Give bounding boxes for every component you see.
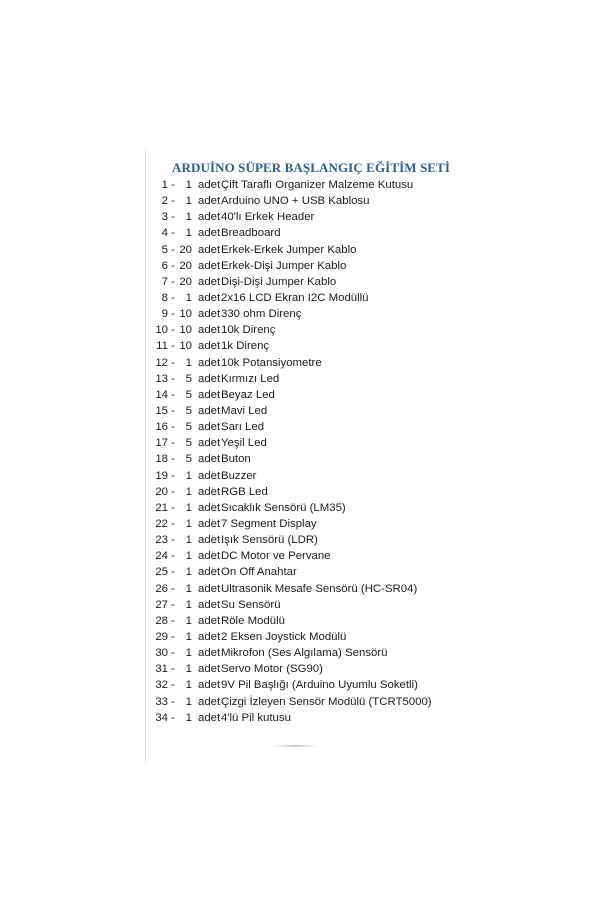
item-unit: adet [198,179,221,191]
item-quantity: 1 [185,356,192,369]
item-name: Dişi-Dişi Jumper Kablo [221,275,337,288]
item-unit: adet [198,388,221,401]
item-name: DC Motor ve Pervane [221,550,331,563]
item-quantity: 1 [185,614,192,627]
item-number: 29 [155,630,168,643]
item-unit: adet [198,243,221,256]
item-unit: adet [198,275,221,288]
item-unit: adet [198,679,221,692]
item-number: 15 [155,404,168,417]
item-number: 4 [161,227,168,240]
item-separator: - [171,324,175,337]
item-number: 9 [161,308,168,321]
item-separator: - [171,679,175,692]
item-separator: - [171,630,175,643]
item-quantity: 1 [185,469,192,482]
item-quantity: 20 [179,243,192,256]
item-quantity: 1 [185,679,192,692]
item-unit: adet [198,517,221,530]
item-separator: - [171,227,175,240]
item-quantity: 10 [179,324,192,337]
item-number: 22 [155,517,168,530]
item-unit: adet [198,437,221,450]
item-separator: - [171,582,175,595]
item-unit: adet [198,614,221,627]
item-separator: - [171,453,175,466]
item-number: 1 [161,179,168,191]
item-name: Buzzer [221,469,257,482]
item-number: 24 [155,550,168,563]
item-number: 17 [155,437,168,450]
item-quantity: 1 [185,663,192,676]
item-name: Arduino UNO + USB Kablosu [221,195,370,208]
item-unit: adet [198,324,221,337]
item-number: 31 [155,663,168,676]
item-number: 10 [155,324,168,337]
item-separator: - [171,243,175,256]
item-quantity: 5 [185,437,192,450]
item-number: 34 [155,711,168,724]
item-separator: - [171,372,175,385]
item-name: 2x16 LCD Ekran I2C Modüllü [221,291,369,304]
item-unit: adet [198,195,221,208]
item-quantity: 5 [185,372,192,385]
item-name: 4'lü Pil kutusu [221,711,291,724]
item-unit: adet [198,598,221,611]
item-separator: - [171,388,175,401]
item-separator: - [171,211,175,224]
item-quantity: 1 [185,501,192,514]
item-unit: adet [198,630,221,643]
item-quantity: 1 [185,211,192,224]
item-number: 18 [155,453,168,466]
item-separator: - [171,291,175,304]
item-separator: - [171,275,175,288]
item-name: Çift Taraflı Organizer Malzeme Kutusu [221,179,414,191]
item-unit: adet [198,308,221,321]
item-quantity: 1 [185,550,192,563]
item-separator: - [171,647,175,660]
item-name: Servo Motor (SG90) [221,663,323,676]
item-name: 10k Potansiyometre [221,356,322,369]
item-number: 26 [155,582,168,595]
item-quantity: 5 [185,421,192,434]
item-unit: adet [198,534,221,547]
item-name: Işık Sensörü (LDR) [221,534,318,547]
item-unit: adet [198,663,221,676]
item-unit: adet [198,404,221,417]
item-number: 32 [155,679,168,692]
item-number: 5 [161,243,168,256]
item-name: Erkek-Dişi Jumper Kablo [221,259,347,272]
item-number: 33 [155,695,168,708]
item-quantity: 1 [185,695,192,708]
item-separator: - [171,404,175,417]
item-name: 40'lı Erkek Header [221,211,315,224]
sheet-edge-line [145,150,146,762]
item-separator: - [171,340,175,353]
item-quantity: 1 [185,227,192,240]
document-title: ARDUİNO SÜPER BAŞLANGIÇ EĞİTİM SETİ [172,160,450,175]
item-separator: - [171,421,175,434]
item-unit: adet [198,485,221,498]
item-separator: - [171,437,175,450]
item-number: 6 [161,259,168,272]
item-unit: adet [198,227,221,240]
item-separator: - [171,534,175,547]
item-unit: adet [198,582,221,595]
item-quantity: 1 [185,485,192,498]
item-quantity: 1 [185,291,192,304]
item-unit: adet [198,291,221,304]
item-number: 16 [155,421,168,434]
item-name: Breadboard [221,227,281,240]
item-name: Buton [221,453,251,466]
item-number: 13 [155,372,168,385]
item-separator: - [171,259,175,272]
item-number: 12 [155,356,168,369]
item-quantity: 20 [179,259,192,272]
item-name: Sarı Led [221,421,265,434]
item-unit: adet [198,372,221,385]
item-name: 330 ohm Direnç [221,308,302,321]
item-number: 25 [155,566,168,579]
item-name: Mikrofon (Ses Algılama) Sensörü [221,647,388,660]
item-number: 23 [155,534,168,547]
item-quantity: 1 [185,630,192,643]
item-unit: adet [198,647,221,660]
item-quantity: 1 [185,534,192,547]
item-separator: - [171,308,175,321]
item-quantity: 1 [185,195,192,208]
item-unit: adet [198,695,221,708]
item-unit: adet [198,259,221,272]
item-number: 2 [161,195,168,208]
item-name: 7 Segment Display [221,517,317,530]
item-unit: adet [198,356,221,369]
item-quantity: 1 [185,582,192,595]
item-name: Erkek-Erkek Jumper Kablo [221,243,357,256]
item-separator: - [171,566,175,579]
item-number: 27 [155,598,168,611]
scan-smudge [272,745,318,747]
item-separator: - [171,469,175,482]
item-name: 1k Direnç [221,340,270,353]
item-quantity: 5 [185,388,192,401]
item-number: 8 [161,291,168,304]
item-number: 19 [155,469,168,482]
item-name: Ultrasonik Mesafe Sensörü (HC-SR04) [221,582,418,595]
item-unit: adet [198,711,221,724]
item-quantity: 1 [185,566,192,579]
item-name: 10k Direnç [221,324,276,337]
item-number: 21 [155,501,168,514]
item-separator: - [171,517,175,530]
item-quantity: 5 [185,404,192,417]
item-name: Yeşil Led [221,437,267,450]
item-unit: adet [198,469,221,482]
item-quantity: 20 [179,275,192,288]
item-number: 3 [161,211,168,224]
item-unit: adet [198,566,221,579]
item-quantity: 1 [185,179,192,191]
item-name: On Off Anahtar [221,566,297,579]
item-quantity: 10 [179,340,192,353]
item-separator: - [171,598,175,611]
item-separator: - [171,179,175,191]
item-separator: - [171,356,175,369]
item-name: Röle Modülü [221,614,285,627]
item-name: Sıcaklık Sensörü (LM35) [221,501,346,514]
item-number: 11 [156,340,168,353]
item-name: Beyaz Led [221,388,275,401]
item-unit: adet [198,340,221,353]
item-unit: adet [198,453,221,466]
item-quantity: 10 [179,308,192,321]
item-number: 7 [161,275,168,288]
item-unit: adet [198,550,221,563]
item-number: 14 [155,388,168,401]
item-unit: adet [198,211,221,224]
item-name: Kırmızı Led [221,372,280,385]
item-separator: - [171,663,175,676]
item-name: 2 Eksen Joystick Modülü [221,630,347,643]
item-separator: - [171,711,175,724]
item-separator: - [171,501,175,514]
item-separator: - [171,550,175,563]
item-quantity: 1 [185,711,192,724]
item-number: 20 [155,485,168,498]
item-name: 9V Pil Başlığı (Arduino Uyumlu Soketli) [221,679,418,692]
item-separator: - [171,485,175,498]
item-number: 28 [155,614,168,627]
item-unit: adet [198,421,221,434]
item-quantity: 5 [185,453,192,466]
item-number: 30 [155,647,168,660]
item-quantity: 1 [185,647,192,660]
item-separator: - [171,195,175,208]
item-name: RGB Led [221,485,268,498]
item-separator: - [171,695,175,708]
item-quantity: 1 [185,598,192,611]
item-name: Su Sensörü [221,598,281,611]
item-name: Çizgi İzleyen Sensör Modülü (TCRT5000) [221,695,432,708]
item-name: Mavi Led [221,404,268,417]
item-unit: adet [198,501,221,514]
item-separator: - [171,614,175,627]
item-quantity: 1 [185,517,192,530]
